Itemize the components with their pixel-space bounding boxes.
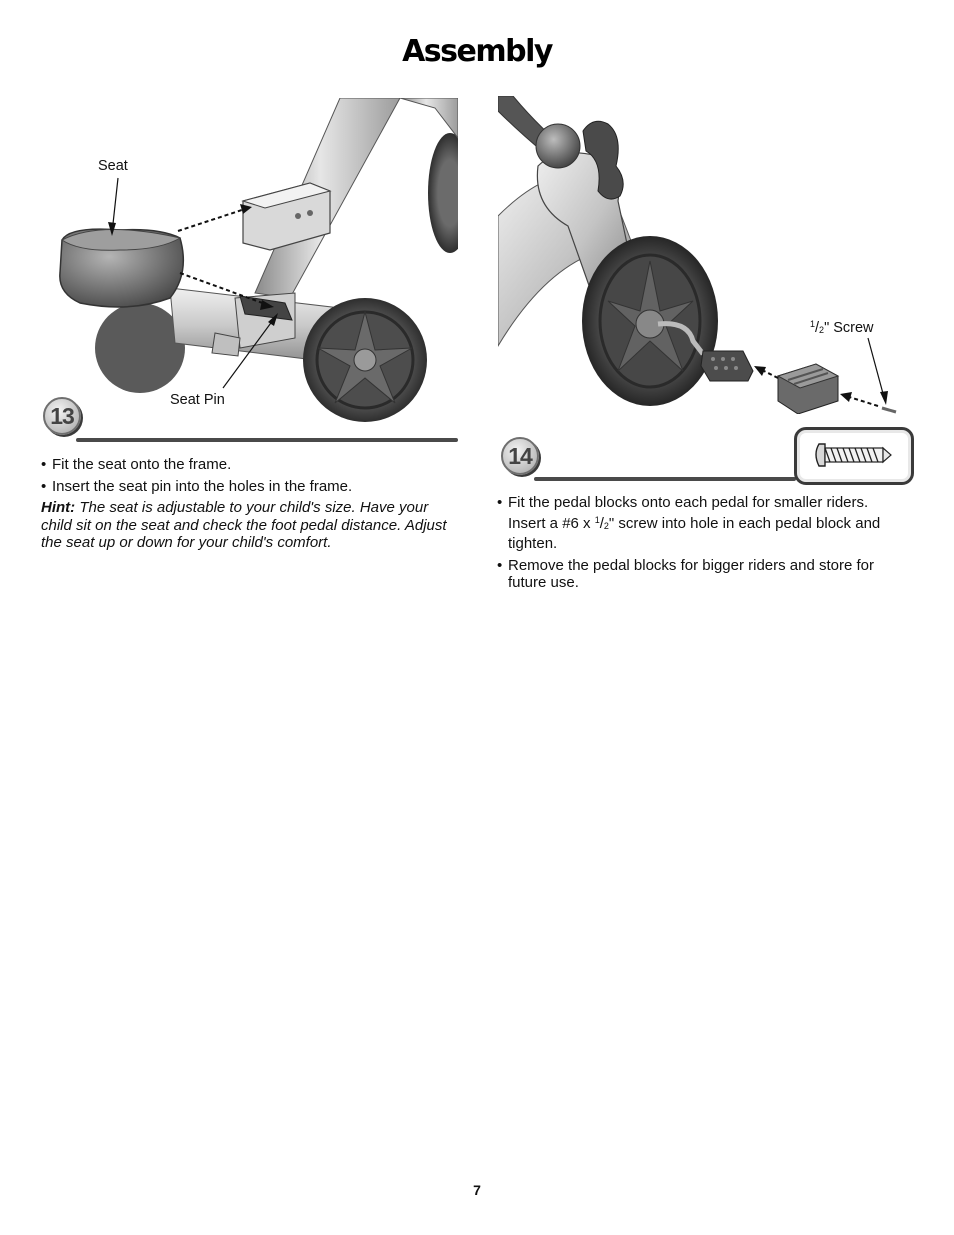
- hint-text: The seat is adjustable to your child's size. Have your child sit on the seat and check the foot pedal distance. Adjust the seat up or down for your child's comfort.: [41, 499, 447, 551]
- list-item: • Fit the pedal blocks onto each pedal for smaller riders. Insert a #6 x $^1/_2$" screw into hole in each pedal block and tighten.: [497, 494, 881, 552]
- tricycle-pedal-drawing: [498, 96, 914, 414]
- bullet-icon: •: [41, 456, 47, 473]
- hint-label: Hint:: [41, 499, 76, 516]
- label-seat-pin: Seat Pin: [170, 392, 225, 408]
- screw-actual-size-box: [794, 427, 914, 485]
- bullet-icon: •: [497, 556, 503, 574]
- screw-icon: [797, 430, 911, 482]
- bullet-icon: •: [497, 494, 503, 511]
- step-13-rule: [76, 438, 458, 442]
- step-14-rule: [534, 477, 796, 481]
- page-number: 7: [473, 1182, 481, 1198]
- step13-illustration: [40, 98, 458, 434]
- step-13-instructions: [41, 456, 459, 552]
- page-title: Assembly: [402, 34, 552, 69]
- list-item: • Insert the seat pin into the holes in the frame.: [41, 477, 353, 495]
- hint-paragraph: [41, 499, 459, 552]
- step-13-badge: 13: [43, 397, 81, 435]
- label-seat: Seat: [98, 158, 128, 174]
- label-screw: $^1/_2$" Screw: [810, 319, 874, 336]
- list-item: • Remove the pedal blocks for bigger riders and store for future use.: [497, 556, 875, 591]
- bullet-icon: •: [41, 477, 47, 495]
- tricycle-seat-drawing: [40, 98, 458, 434]
- step-14-badge: 14: [501, 437, 539, 475]
- list-item: • Fit the seat onto the frame.: [41, 456, 232, 473]
- step14-illustration: [498, 96, 914, 414]
- step-14-instructions: [497, 494, 907, 596]
